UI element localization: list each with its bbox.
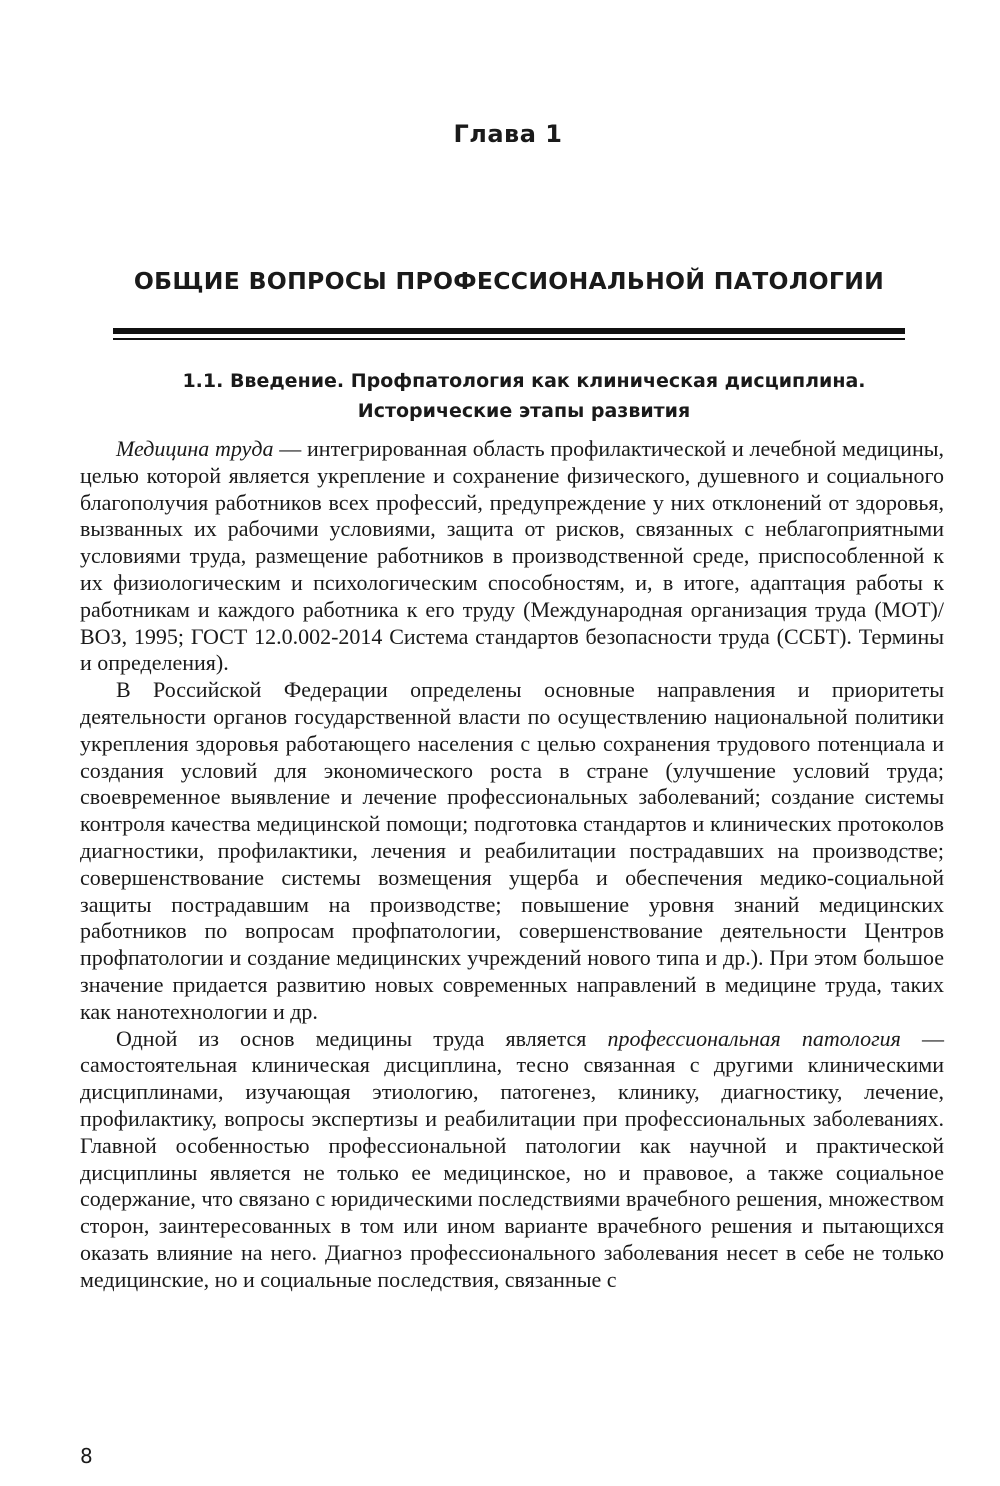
term-occupational-medicine: Медицина труда [116, 436, 274, 461]
section-title-line-2: Исторические этапы развития [357, 400, 691, 422]
chapter-title: ОБЩИЕ ВОПРОСЫ ПРОФЕССИОНАЛЬНОЙ ПАТОЛОГИИ [133, 267, 885, 295]
title-rule-thin [113, 338, 905, 340]
paragraph-3 [80, 1026, 944, 1294]
paragraph-3-text: — самостоятельная клиническая дисциплина, тесно связанная с другими клиническими дисциплинами, изучающая этиологию, патогенез, клинику, диагностику, лечение, профилактику, вопросы экспертизы и реабилитации при профессиональных заболеваниях. Главной особенностью профессиональной патологии как научной и практической дисциплины является не только ее медицинское, но и правовое, а также социальное содержание, что связано с юридическими последствиями врачебного решения, множеством сторон, заинтересованных в том или ином варианте врачебного решения и пытающихся оказать влияние на него. Диагноз профессионального заболевания несет в себе не только медицинские, но и социальные последствия, связанные с [80, 1025, 945, 1292]
paragraph-1 [80, 436, 944, 677]
page-number: 8 [80, 1444, 93, 1468]
paragraph-2: В Российской Федерации определены основные направления и приоритеты деятельности органов государственной власти по осуществлению национальной политики укрепления здоровья работающего населения с целью сохранения трудового потенциала и создания условий для экономического роста в стране (улучшение условий труда; своевременное выявление и лечение профессиональных заболеваний; создание системы контроля качества медицинской помощи; подготовка стандартов и клинических протоколов диагностики, профилактики, лечения и реабилитации пострадавших на производстве; совершенствование системы возмещения ущерба и обеспечения медико-социальной защиты пострадавшим на производстве; повышение уровня знаний медицинских работников по вопросам профпатологии, совершенствование деятельности Центров профпатологии и создание медицинских учреждений нового типа и др.). При этом большое значение придается развитию новых современных направлений в медицине труда, таких как нанотехнологии и др. [80, 677, 944, 1024]
term-occupational-pathology: профессиональная патология [607, 1025, 901, 1051]
paragraph-1-text: — интегрированная область профилактической и лечебной медицины, целью которой является укрепление и сохранение физического, душевного и социального благополучия работников всех профессий, предупреждение у них отклонений от здоровья, вызванных их рабочими условиями, защита от рисков, связанных с неблагоприятными условиями труда, размещение работников в производственной среде, приспособленной к их физиологическим и психологическим способностям, и, в итоге, адаптация работы к работникам и каждого работника к его труду (Международная организация труда (МОТ)/ВОЗ, 1995; ГОСТ 12.0.002-2014 Система стандартов безопасности труда (ССБТ). Термины и определения). [80, 436, 945, 676]
section-title-line-1: 1.1. Введение. Профпатология как клиническая дисциплина. [182, 370, 866, 392]
paragraph-3-lead: Одной из основ медицины труда является [116, 1025, 608, 1051]
section-title [96, 366, 952, 426]
chapter-label: Глава 1 [453, 120, 563, 148]
title-rule-thick [113, 328, 905, 334]
body-text [80, 436, 944, 1294]
